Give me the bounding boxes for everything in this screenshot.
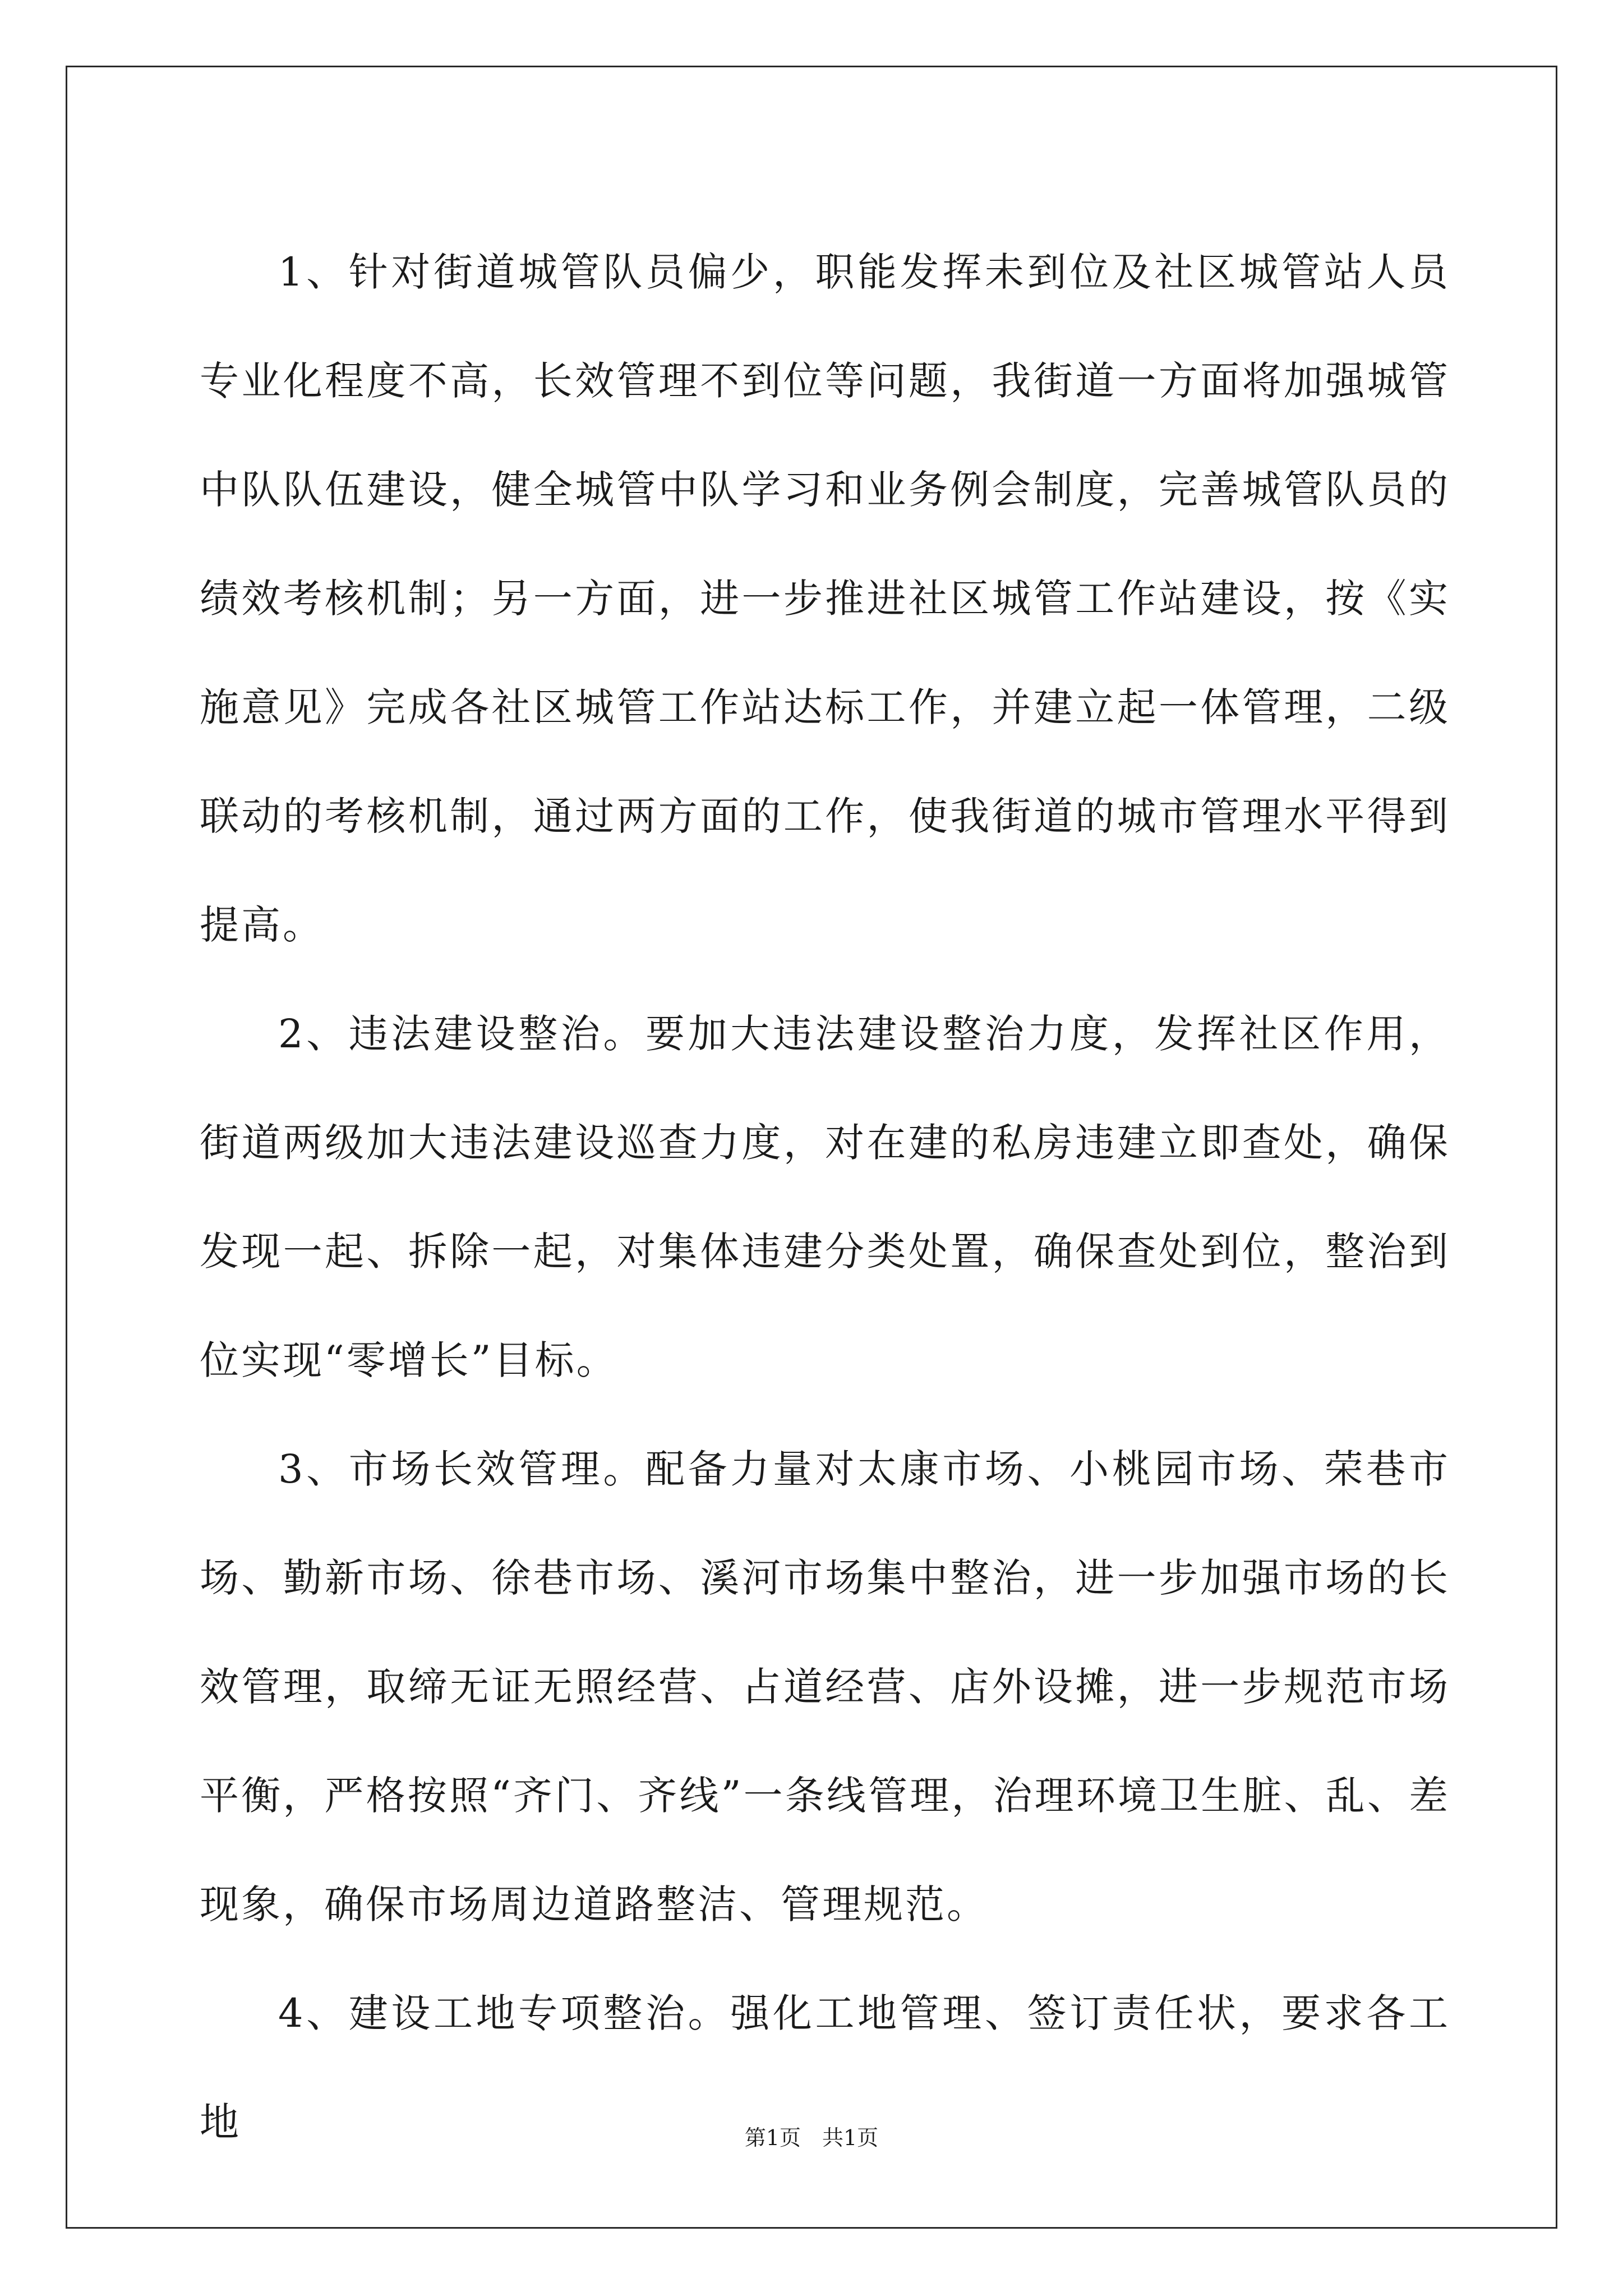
document-body [200,218,1450,2177]
paragraph-2: 2、违法建设整治。要加大违法建设整治力度，发挥社区作用，街道两级加大违法建设巡查力度，对在建的私房违建立即查处，确保发现一起、拆除一起，对集体违建分类处置，确保查处到位，整治到位实现“零增长”目标。 [200,1011,1450,1383]
paragraph-3: 3、市场长效管理。配备力量对太康市场、小桃园市场、荣巷市场、勤新市场、徐巷市场、溪河市场集中整治，进一步加强市场的长效管理，取缔无证无照经营、占道经营、店外设摊，进一步规范市场平衡，严格按照“齐门、齐线”一条线管理，治理环境卫生脏、乱、差现象，确保市场周边道路整洁、管理规范。 [200,1446,1450,1927]
paragraph-1: 1、针对街道城管队员偏少，职能发挥未到位及社区城管站人员专业化程度不高，长效管理不到位等问题，我街道一方面将加强城管中队队伍建设，健全城管中队学习和业务例会制度，完善城管队员的绩效考核机制；另一方面，进一步推进社区城管工作站建设，按《实施意见》完成各社区城管工作站达标工作，并建立起一体管理，二级联动的考核机制，通过两方面的工作，使我街道的城市管理水平得到提高。 [200,249,1450,948]
page-number-footer: 第1页 共1页 [744,2125,879,2150]
paragraph-4: 4、建设工地专项整治。强化工地管理、签订责任状，要求各工地 [200,1990,1450,2145]
